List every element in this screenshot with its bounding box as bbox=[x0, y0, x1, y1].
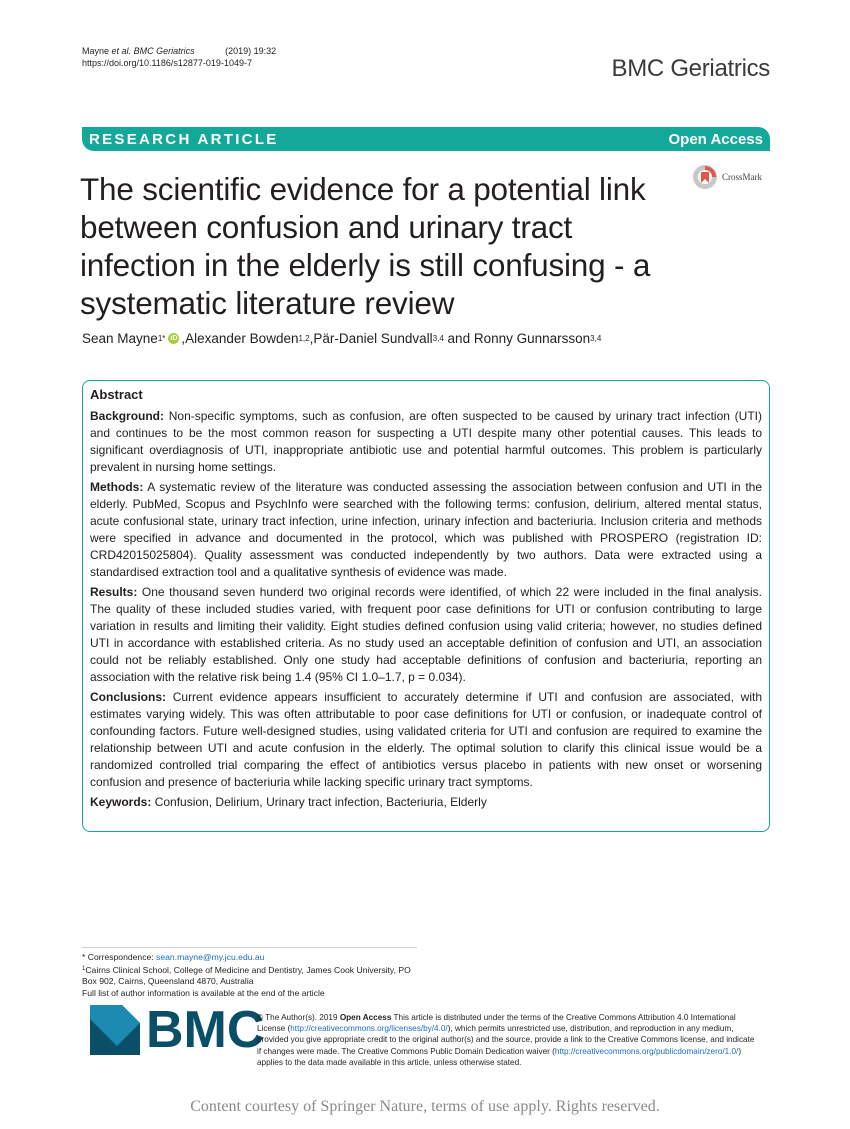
license-text: This article is distributed under the terms of the Creative Commons Attribution 4.0 International License ( bbox=[257, 1013, 736, 1034]
abstract-conclusions bbox=[90, 689, 762, 791]
license-lead: © The Author(s). 2019 bbox=[257, 1013, 340, 1022]
author-info-note: Full list of author information is available at the end of the article bbox=[82, 987, 325, 998]
footnote-divider bbox=[82, 947, 417, 948]
author-affil-sup: 3,4 bbox=[590, 334, 602, 343]
section-text: Non-specific symptoms, such as confusion, are often suspected to be caused by urinary tract infection (UTI) and continues to be the most common reason for suspecting a UTI despite many other potential causes. This leads to significant overdiagnosis of UTI, inappropriate antibiotic use and potential harmful outcomes. This problem is particularly prevalent in nursing home settings. bbox=[90, 409, 762, 474]
author-affil-sup: 1,2 bbox=[298, 334, 310, 343]
crossmark-badge[interactable] bbox=[692, 164, 762, 190]
affiliation-text: Cairns Clinical School, College of Medicine and Dentistry, James Cook University, PO Box 902, Cairns, Queensland 4870, Australia bbox=[82, 964, 411, 986]
citation-year-volume: (2019) 19:32 bbox=[225, 46, 277, 56]
license-open-access: Open Access bbox=[339, 1013, 392, 1022]
section-text: Confusion, Delirium, Urinary tract infection, Bacteriuria, Elderly bbox=[151, 795, 487, 809]
author-name[interactable]: Sean Mayne bbox=[82, 331, 158, 346]
correspondence-email-link[interactable]: sean.mayne@my.jcu.edu.au bbox=[156, 952, 265, 962]
open-access-label: Open Access bbox=[668, 130, 763, 148]
citation-etal: et al. bbox=[111, 46, 132, 56]
crossmark-label: CrossMark bbox=[722, 172, 762, 182]
abstract-heading: Abstract bbox=[90, 387, 143, 402]
license-text: ), which permits unrestricted use, distribution, and reproduction in any medium, provided you give appropriate credit to the original author(s) and the source, provide a link to the Creative Commons license, and indicate if changes were made. The Creative Commons Public Domain Dedication waiver ( bbox=[257, 1024, 755, 1056]
article-type-band bbox=[82, 127, 770, 151]
author-list bbox=[82, 331, 601, 346]
abstract-box bbox=[82, 380, 770, 832]
license-text: ) applies to the data made available in this article, unless otherwise stated. bbox=[257, 1046, 742, 1067]
correspondence-label: * Correspondence: bbox=[82, 952, 157, 962]
bmc-logo-text: BMC bbox=[146, 1001, 265, 1059]
abstract-background bbox=[90, 408, 762, 476]
section-text: Current evidence appears insufficient to accurately determine if UTI and confusion are associated, with estimates varying widely. This was often attributable to poor case definitions for UTI or confusion, or inadequate control of confounding factors. Future well-designed studies, using validated criteria for UTI and confusion are required to examine the relationship between UTI and acute confusion in the elderly. The optimal solution to clarify this clinical issue would be a randomized controlled trial comparing the effect of antibiotics versus placebo in patients with new onset or worsening confusion and presence of bacteriuria while lacking specific urinary tract symptoms. bbox=[90, 690, 762, 789]
crossmark-icon bbox=[692, 164, 718, 190]
orcid-icon[interactable]: iD bbox=[170, 335, 178, 342]
journal-brand: BMC Geriatrics bbox=[611, 55, 770, 82]
section-label: Conclusions: bbox=[90, 690, 167, 704]
author-affil-sup: 1* bbox=[157, 334, 166, 343]
abstract-results bbox=[90, 584, 762, 686]
section-label: Background: bbox=[90, 409, 165, 423]
section-label: Results: bbox=[90, 585, 138, 599]
correspondence-line bbox=[82, 952, 412, 964]
doi-link[interactable]: https://doi.org/10.1186/s12877-019-1049-7 bbox=[82, 58, 252, 68]
author-separator: , bbox=[181, 331, 186, 346]
author-affil-sup: 3,4 bbox=[432, 334, 444, 343]
article-title: The scientific evidence for a potential link between confusion and urinary tract infection in the elderly is still confusing - a systematic literature review bbox=[80, 171, 651, 321]
bmc-logo bbox=[90, 1001, 265, 1059]
section-label: Keywords: bbox=[90, 795, 152, 809]
courtesy-notice: Content courtesy of Springer Nature, terms of use apply. Rights reserved. bbox=[190, 1098, 660, 1115]
affiliation-line bbox=[82, 964, 412, 988]
author-name[interactable]: Pär-Daniel Sundvall bbox=[313, 331, 433, 346]
affiliation-sup: 1 bbox=[82, 965, 86, 972]
section-label: Methods: bbox=[90, 480, 144, 494]
public-domain-link[interactable]: http://creativecommons.org/publicdomain/zero/1.0/ bbox=[554, 1046, 739, 1056]
author-name[interactable]: Ronny Gunnarsson bbox=[473, 331, 591, 346]
author-separator: , bbox=[309, 331, 314, 346]
bmc-logo-icon bbox=[90, 1005, 140, 1055]
author-separator: and bbox=[443, 331, 474, 346]
license-statement bbox=[257, 1012, 757, 1068]
footnote bbox=[82, 952, 412, 999]
citation-authors: Mayne bbox=[82, 46, 110, 56]
author-name[interactable]: Alexander Bowden bbox=[185, 331, 299, 346]
license-link[interactable]: http://creativecommons.org/licenses/by/4.0/ bbox=[290, 1024, 448, 1034]
section-text: One thousand seven hunderd two original records were identified, of which 22 were included in the final analysis. The quality of these included studies varied, with frequent poor case definitions for UTI or confusion contributing to large variation in results and limiting their validity. Eight studies defined confusion using valid criteria; however, no studies defined UTI in accordance with established criteria. As no study used an acceptable definition of confusion and UTI, an association could not be reliably established. Only one study had acceptable definitions of confusion and bacteriuria, reporting an association with the relative risk being 1.4 (95% CI 1.0–1.7, p = 0.034). bbox=[90, 585, 762, 684]
abstract-keywords bbox=[90, 794, 762, 811]
abstract-methods bbox=[90, 479, 762, 581]
citation-journal: BMC Geriatrics bbox=[133, 46, 195, 56]
section-text: A systematic review of the literature was conducted assessing the association between confusion and UTI in the elderly. PubMed, Scopus and PsychInfo were searched with the following terms: confusion, delirium, altered mental status, acute confusional state, urinary tract infection, urine infection, urinary infection and bacteriuria. Inclusion criteria and methods were specified in advance and documented in the protocol, which was published with PROSPERO (registration ID: CRD42015025804). Quality assessment was conducted independently by two authors. Data were extracted using a standardised extraction tool and a qualitative synthesis of evidence was made. bbox=[90, 480, 762, 579]
running-header bbox=[82, 45, 276, 69]
citation-line bbox=[82, 45, 276, 57]
article-type-label: RESEARCH ARTICLE bbox=[89, 130, 279, 148]
